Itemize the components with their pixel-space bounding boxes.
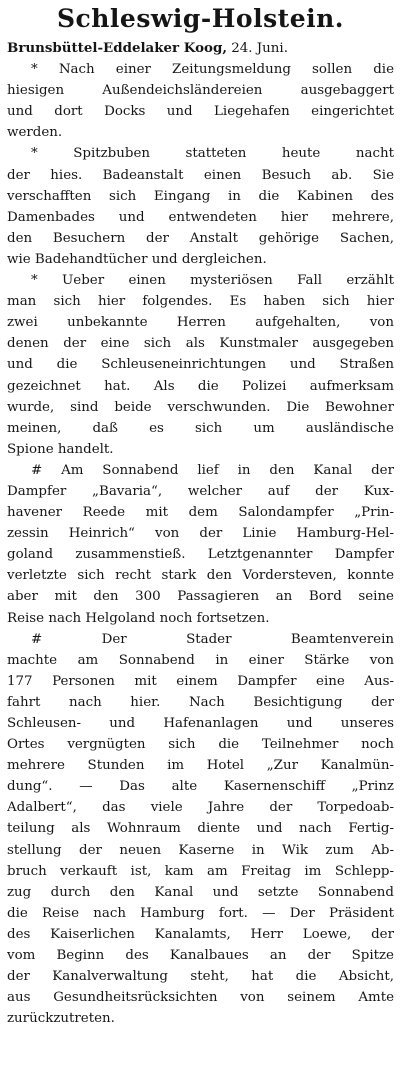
paragraph-line: gezeichnet hat. Als die Polizei aufmerksam [7,378,394,394]
article-paragraph [7,143,394,270]
paragraph-line: mehrere Stunden im Hotel „Zur Kanalmün- [7,758,394,774]
paragraph-line: * Spitzbuben statteten heute nacht [31,146,394,162]
dateline-row [7,38,394,59]
dateline-date: 24. Juni. [231,41,288,56]
paragraph-line: havener Reede mit dem Salondampfer „Prin- [7,505,394,521]
paragraph-line: Ortes vergnügten sich die Teilnehmer noch [7,737,394,753]
dateline-line [7,38,394,59]
paragraph-line: verschafften sich Eingang in die Kabinen des [7,188,394,204]
paragraphs [7,59,394,1029]
paragraph-line: # Der Stader Beamtenverein [31,631,394,647]
paragraph-line: und dort Docks und Liegehafen eingerichtet [7,104,394,120]
article-paragraph [7,629,394,1030]
paragraph-line: Adalbert“, das viele Jahre der Torpedoab- [7,800,394,816]
paragraph-line: aus Gesundheitsrücksichten von seinem Amte [7,990,394,1006]
paragraph-line: der Kanalverwaltung steht, hat die Absicht, [7,969,394,985]
paragraph-line: wurde, sind beide verschwunden. Die Bewohner [7,399,394,415]
paragraph-line: aber mit den 300 Passagieren an Bord seine [7,589,394,605]
paragraph-line: # Am Sonnabend lief in den Kanal der [31,462,394,478]
article-paragraph [7,460,394,629]
paragraph-line: meinen, daß es sich um ausländische [7,420,394,436]
paragraph-line: die Reise nach Hamburg fort. — Der Präsident [7,905,394,921]
paragraph-line: der hies. Badeanstalt einen Besuch ab. Sie [7,167,394,183]
paragraph-line: * Nach einer Zeitungsmeldung sollen die [31,62,394,78]
article-body [7,38,394,1029]
paragraph-line: Schleusen- und Hafenanlagen und unseres [7,716,394,731]
paragraph-line: und die Schleuseneinrichtungen und Straßen [7,357,394,373]
paragraph-line: stellung der neuen Kaserne in Wik zum Ab- [7,842,394,858]
paragraph-line: verletzte sich recht stark den Vordersteven, konnte [7,568,394,584]
paragraph-line: Reise nach Helgoland noch fortsetzen. [7,610,270,626]
paragraph-line: werden. [7,125,63,141]
paragraph-line: den Besuchern der Anstalt gehörige Sachen, [7,230,394,246]
paragraph-line: wie Badehandtücher und dergleichen. [7,251,267,267]
dateline-place: Brunsbüttel-Eddelaker Koog, [7,40,227,56]
article-paragraph [7,59,394,143]
paragraph-line: vom Beginn des Kanalbaues an der Spitze [7,948,394,964]
paragraph-line: man sich hier folgendes. Es haben sich hier [7,294,394,310]
paragraph-line: Damenbades und entwendeten hier mehrere, [7,209,394,225]
paragraph-line: teilung als Wohnraum diente und nach Fertig- [7,821,394,837]
paragraph-line: zug durch den Kanal und setzte Sonnabend [7,884,394,900]
paragraph-line: dung“. — Das alte Kasernenschiff „Prinz [7,779,394,795]
paragraph-line: denen der eine sich als Kunstmaler ausgegeben [7,336,394,352]
paragraph-line: hiesigen Außendeichsländereien ausgebaggert [7,83,394,99]
paragraph-line: goland zusammenstieß. Letztgenannter Dampfer [7,547,394,563]
paragraph-line: Dampfer „Bavaria“, welcher auf der Kux- [7,483,394,499]
paragraph-line: zurückzutreten. [7,1011,115,1027]
paragraph-line: * Ueber einen mysteriösen Fall erzählt [31,273,394,289]
paragraph-line: 177 Personen mit einem Dampfer eine Aus- [7,673,394,689]
paragraph-line: Spione handelt. [7,441,114,457]
paragraph-line: fahrt nach hier. Nach Besichtigung der [7,694,394,710]
article-headline: Schleswig-Holstein. [56,4,344,33]
paragraph-line: zwei unbekannte Herren aufgehalten, von [7,315,394,331]
article-paragraph [7,270,394,460]
paragraph-line: zessin Heinrich“ von der Linie Hamburg-Hel- [7,526,394,542]
paragraph-line: bruch verkauft ist, kam am Freitag im Schlepp- [7,863,394,879]
paragraph-line: machte am Sonnabend in einer Stärke von [7,652,394,668]
paragraph-line: des Kaiserlichen Kanalamts, Herr Loewe, der [7,926,394,942]
